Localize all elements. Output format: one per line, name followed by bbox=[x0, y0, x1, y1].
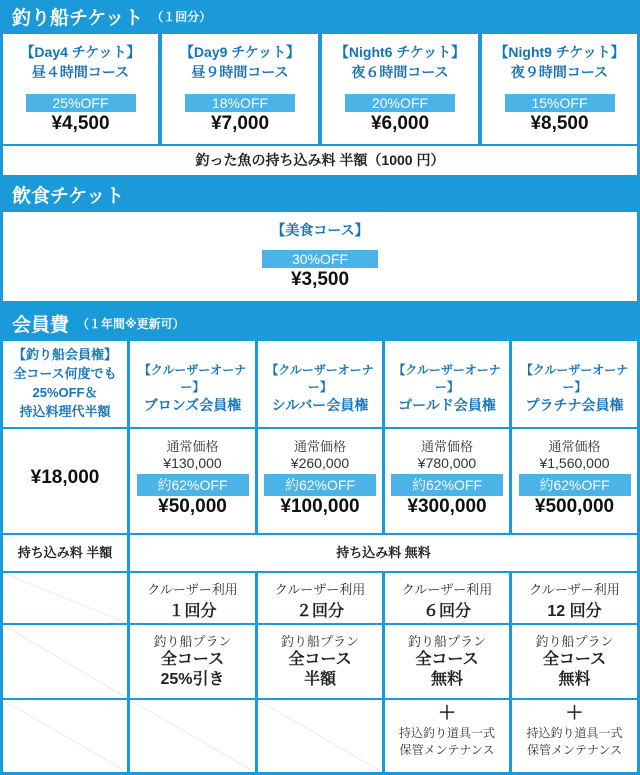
fishing-plan-label: 釣り船プラン bbox=[535, 634, 614, 649]
silver-price-cell bbox=[258, 429, 382, 533]
food-section-header bbox=[0, 178, 640, 211]
silver-cruiser-cell bbox=[258, 573, 382, 623]
membership-price: ¥18,000 bbox=[30, 467, 100, 488]
cruiser-count: ６回分 bbox=[422, 603, 471, 620]
fishing-section-header bbox=[0, 0, 640, 33]
member-price: ¥100,000 bbox=[280, 496, 360, 517]
gold-extras-cell bbox=[385, 700, 509, 772]
discount-badge: 約62%OFF bbox=[264, 474, 376, 496]
plus-sign: ＋ bbox=[565, 703, 584, 723]
membership-subtitle: （１年間※更新可） bbox=[77, 316, 185, 331]
ticket-price: ¥4,500 bbox=[51, 113, 110, 134]
silver-fishing-plan-cell bbox=[258, 625, 382, 698]
platinum-title bbox=[512, 341, 637, 427]
silver-title bbox=[258, 341, 382, 427]
fishing-plan-label: 釣り船プラン bbox=[280, 634, 359, 649]
cruiser-label: クルーザー利用 bbox=[529, 582, 620, 597]
ticket-price: ¥6,000 bbox=[370, 113, 430, 134]
fishing-membership-price-cell bbox=[3, 429, 127, 533]
fishing-plan-scope: 全コース bbox=[542, 651, 607, 668]
regular-price-label: 通常価格 bbox=[548, 439, 601, 454]
discount-badge: 30%OFF bbox=[262, 250, 378, 268]
extra-line: 保管メンテナンス bbox=[526, 743, 623, 757]
platinum-price-cell bbox=[512, 429, 637, 533]
discount-badge: 約62%OFF bbox=[391, 474, 503, 496]
plan-name: ブロンズ会員権 bbox=[143, 397, 242, 413]
cruiser-label: クルーザー利用 bbox=[274, 582, 366, 597]
membership-line: 【釣り船会員権】 bbox=[12, 347, 117, 362]
member-price: ¥300,000 bbox=[407, 496, 487, 517]
empty-cell bbox=[3, 573, 127, 623]
ticket-name: 【Night6 チケット】 bbox=[334, 44, 466, 60]
regular-price: ¥130,000 bbox=[163, 455, 222, 471]
ticket-name: 【Day4 チケット】 bbox=[20, 44, 141, 60]
extra-line: 持込釣り道具一式 bbox=[398, 726, 495, 740]
empty-cell bbox=[3, 700, 127, 772]
platinum-fishing-plan-cell bbox=[512, 625, 637, 698]
gold-price-cell bbox=[385, 429, 509, 533]
ticket-price: ¥8,500 bbox=[530, 113, 589, 134]
regular-price-label: 通常価格 bbox=[166, 439, 219, 454]
ticket-night9 bbox=[482, 34, 637, 144]
member-price: ¥50,000 bbox=[158, 496, 227, 517]
ticket-night6 bbox=[322, 34, 478, 144]
discount-badge: 15%OFF bbox=[505, 94, 615, 112]
plan-owner-label: 【クルーザーオーナー】 bbox=[138, 363, 247, 394]
ticket-course: 夜９時間コース bbox=[510, 64, 609, 80]
fishing-subtitle: （１回分） bbox=[151, 10, 212, 24]
empty-cell bbox=[130, 700, 255, 772]
food-course-name: 【美食コース】 bbox=[271, 222, 369, 238]
fishing-plan-benefit: 無料 bbox=[430, 671, 463, 688]
ticket-course: 夜６時間コース bbox=[351, 64, 449, 80]
plus-sign: ＋ bbox=[438, 703, 456, 723]
plan-name: プラチナ会員権 bbox=[525, 397, 624, 413]
food-price: ¥3,500 bbox=[290, 269, 350, 290]
plan-owner-label: 【クルーザーオーナー】 bbox=[266, 363, 374, 394]
cruiser-count: １回分 bbox=[168, 603, 217, 620]
plan-name: シルバー会員権 bbox=[271, 397, 369, 413]
fishing-title: 釣り船チケット bbox=[12, 8, 144, 29]
ticket-course: 昼９時間コース bbox=[191, 64, 289, 80]
gold-fishing-plan-cell bbox=[385, 625, 509, 698]
regular-price: ¥1,560,000 bbox=[539, 455, 610, 471]
discount-badge: 25%OFF bbox=[26, 94, 136, 112]
plan-owner-label: 【クルーザーオーナー】 bbox=[520, 363, 629, 394]
discount-badge: 18%OFF bbox=[185, 94, 295, 112]
platinum-cruiser-cell bbox=[512, 573, 637, 623]
regular-price-label: 通常価格 bbox=[420, 439, 473, 454]
ticket-name: 【Night9 チケット】 bbox=[494, 44, 625, 60]
gold-title bbox=[385, 341, 509, 427]
discount-badge: 約62%OFF bbox=[519, 474, 631, 496]
platinum-extras-cell bbox=[512, 700, 637, 772]
bronze-price-cell bbox=[130, 429, 255, 533]
plan-name: ゴールド会員権 bbox=[398, 397, 496, 413]
extra-line: 保管メンテナンス bbox=[399, 743, 495, 757]
fishing-plan-label: 釣り船プラン bbox=[407, 634, 486, 649]
fishing-membership-title bbox=[3, 341, 127, 427]
plan-owner-label: 【クルーザーオーナー】 bbox=[393, 363, 501, 394]
regular-price-label: 通常価格 bbox=[293, 439, 346, 454]
membership-title: 会員費 bbox=[12, 314, 70, 336]
ticket-day9 bbox=[162, 34, 318, 144]
bronze-cruiser-cell bbox=[130, 573, 255, 623]
membership-section-header bbox=[0, 306, 640, 340]
regular-price: ¥780,000 bbox=[417, 455, 477, 471]
food-title: 飲食チケット bbox=[12, 186, 125, 207]
fishing-carry-note: 釣った魚の持ち込み料 半額（1000 円） bbox=[3, 146, 637, 175]
gold-cruiser-cell bbox=[385, 573, 509, 623]
empty-cell bbox=[3, 625, 127, 698]
membership-line: 持込料理代半額 bbox=[19, 404, 111, 419]
fishing-plan-benefit: 無料 bbox=[558, 671, 591, 688]
fishing-membership-carry: 持ち込み料 半額 bbox=[3, 535, 127, 571]
membership-line: 全コース何度でも bbox=[13, 366, 117, 381]
fishing-plan-label: 釣り船プラン bbox=[153, 634, 232, 649]
cruiser-label: クルーザー利用 bbox=[147, 582, 238, 597]
discount-badge: 約62%OFF bbox=[137, 474, 249, 496]
cruiser-label: クルーザー利用 bbox=[401, 582, 493, 597]
cruiser-carry-free: 持ち込み料 無料 bbox=[130, 535, 637, 571]
bronze-title bbox=[130, 341, 255, 427]
fishing-plan-scope: 全コース bbox=[160, 651, 225, 668]
member-price: ¥500,000 bbox=[534, 496, 615, 517]
empty-cell bbox=[258, 700, 382, 772]
ticket-course: 昼４時間コース bbox=[31, 64, 130, 80]
bronze-fishing-plan-cell bbox=[130, 625, 255, 698]
fishing-plan-benefit: 25%引き bbox=[160, 671, 225, 688]
fishing-plan-scope: 全コース bbox=[288, 651, 352, 668]
food-course-cell bbox=[3, 212, 637, 301]
cruiser-count: 12 回分 bbox=[547, 603, 602, 620]
fishing-plan-benefit: 半額 bbox=[303, 671, 336, 688]
cruiser-count: ２回分 bbox=[295, 603, 344, 620]
regular-price: ¥260,000 bbox=[290, 455, 350, 471]
fishing-plan-scope: 全コース bbox=[415, 651, 479, 668]
ticket-price: ¥7,000 bbox=[210, 113, 270, 134]
membership-line: 25%OFF＆ bbox=[32, 385, 98, 400]
ticket-name: 【Day9 チケット】 bbox=[179, 44, 301, 60]
discount-badge: 20%OFF bbox=[345, 94, 455, 112]
extra-line: 持込釣り道具一式 bbox=[526, 726, 623, 740]
ticket-day4 bbox=[3, 34, 158, 144]
